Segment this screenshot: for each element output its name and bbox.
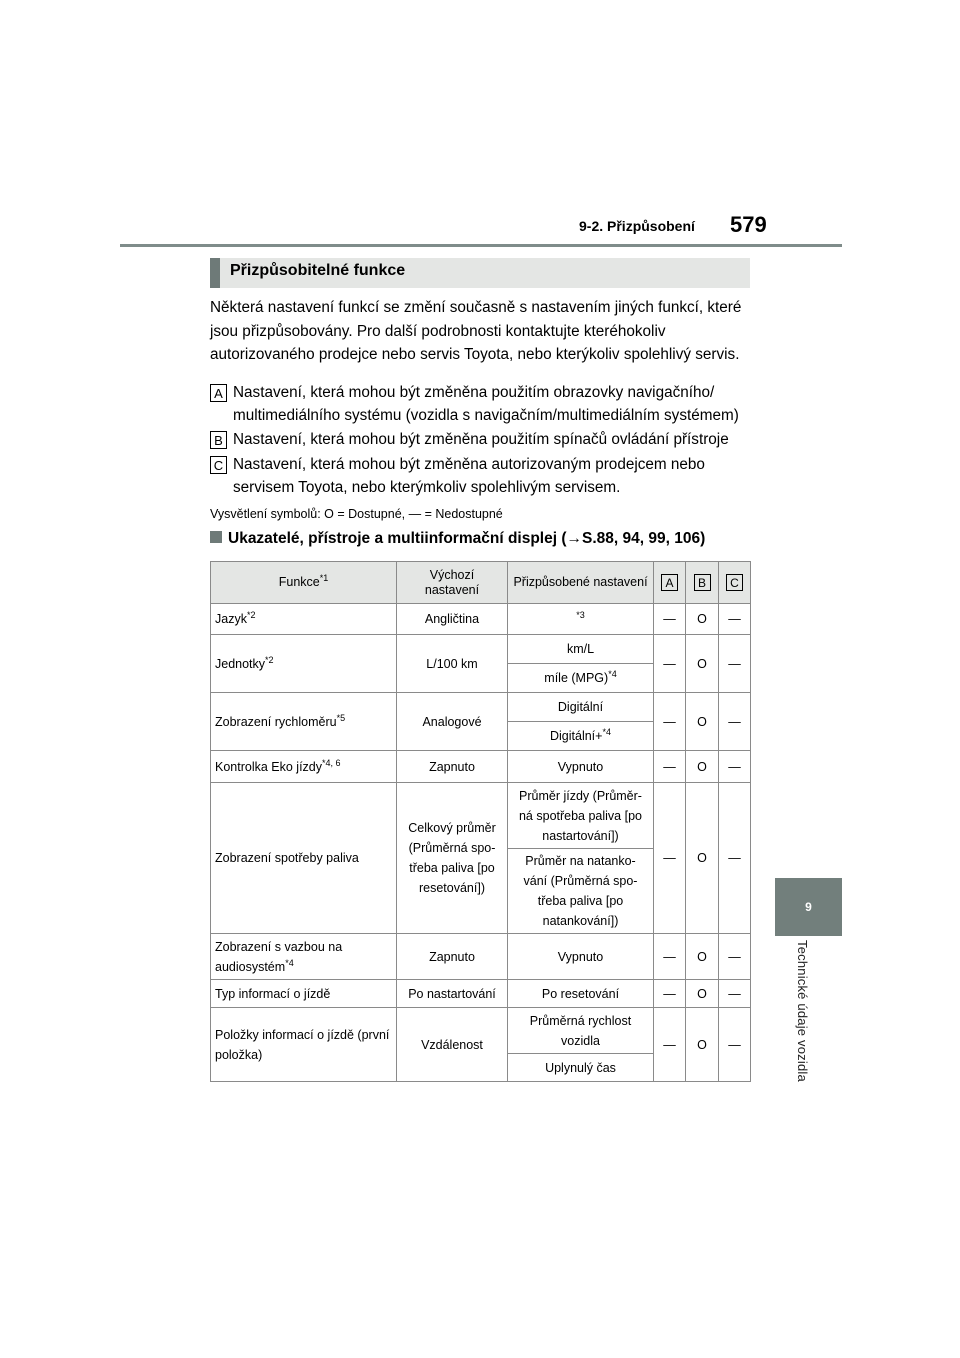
custom-cell: *3: [508, 604, 654, 635]
legend-text-a: Nastavení, která mohou být změněna použitím obrazovky navigačního/ multimediálního systému (vozidla s navigačním/multimediálním systémem): [233, 384, 739, 424]
c-cell: —: [719, 934, 751, 980]
custom-cell: Digitální: [508, 693, 654, 722]
col-a: A: [654, 562, 686, 604]
a-cell: —: [654, 635, 686, 693]
default-cell: L/100 km: [397, 635, 508, 693]
c-cell: —: [719, 693, 751, 751]
custom-cell: Vypnuto: [508, 934, 654, 980]
a-cell: —: [654, 980, 686, 1008]
col-custom: Přizpůsobené nastavení: [508, 562, 654, 604]
a-cell: —: [654, 751, 686, 783]
b-cell: O: [686, 934, 719, 980]
chapter-tab-label: Technické údaje vozidla: [795, 940, 810, 1082]
c-cell: —: [719, 980, 751, 1008]
table-row: [211, 751, 751, 783]
func-cell: Typ informací o jízdě: [211, 980, 397, 1008]
table-row: [211, 934, 751, 980]
custom-cell: Uplynulý čas: [508, 1054, 654, 1082]
custom-cell: míle (MPG)$^{*4}$: [508, 664, 654, 693]
subheading-text: Ukazatelé, přístroje a multiinformační displej (→S.88, 94, 99, 106): [228, 530, 706, 547]
default-cell: Zapnuto: [397, 934, 508, 980]
custom-cell: Průměrná rychlost vozidla: [508, 1008, 654, 1054]
func-cell: Zobrazení spotřeby paliva: [211, 783, 397, 934]
table-header-row: [211, 562, 751, 604]
chapter-tab[interactable]: 9: [775, 878, 842, 936]
section-heading: [210, 258, 750, 288]
col-function: Funkce$^{*1}$: [211, 562, 397, 604]
custom-cell: Po resetování: [508, 980, 654, 1008]
header-divider: [120, 244, 842, 247]
default-cell: Vzdálenost: [397, 1008, 508, 1082]
b-cell: O: [686, 751, 719, 783]
func-cell: Jazyk$^{*2}$: [211, 604, 397, 635]
legend-key-b: B: [210, 431, 227, 449]
intro-paragraph: Některá nastavení funkcí se změní současně s nastavením jiných funkcí, které jsou přizpůsobovány. Pro další podrobnosti kontaktujte kteréhokoliv autorizovaného prodejce nebo servis Toyota, nebo kterýkoliv spolehlivý servis.: [210, 299, 742, 363]
b-cell: O: [686, 604, 719, 635]
a-cell: —: [654, 604, 686, 635]
c-cell: —: [719, 1008, 751, 1082]
table-row: [211, 980, 751, 1008]
c-cell: —: [719, 604, 751, 635]
legend-text-c: Nastavení, která mohou být změněna autorizovaným prodejcem nebo servisem Toyota, nebo kterýmkoliv spolehlivým servisem.: [233, 456, 705, 496]
legend-text-b: Nastavení, která mohou být změněna použitím spínačů ovládání přístroje: [233, 431, 729, 448]
func-cell: Zobrazení rychloměru$^{*5}$: [211, 693, 397, 751]
func-cell: Jednotky$^{*2}$: [211, 635, 397, 693]
a-cell: —: [654, 693, 686, 751]
chapter-title: 9-2. Přizpůsobení: [579, 218, 695, 234]
custom-cell: Průměr na natanko- vání (Průměrná spo- třeba paliva [po natankování]): [508, 849, 654, 934]
b-cell: O: [686, 980, 719, 1008]
table-row: [211, 1008, 751, 1054]
func-cell: Kontrolka Eko jízdy$^{*4, 6}$: [211, 751, 397, 783]
func-cell: Zobrazení s vazbou na audiosystém$^{*4}$: [211, 934, 397, 980]
b-cell: O: [686, 693, 719, 751]
table-row: [211, 693, 751, 722]
b-cell: O: [686, 783, 719, 934]
default-cell: Zapnuto: [397, 751, 508, 783]
custom-cell: km/L: [508, 635, 654, 664]
legend-key-a: A: [210, 384, 227, 402]
legend-key-c: C: [210, 456, 227, 474]
square-bullet-icon: [210, 531, 222, 543]
default-cell: Po nastartování: [397, 980, 508, 1008]
table-row: [211, 783, 751, 849]
a-cell: —: [654, 934, 686, 980]
func-cell: Položky informací o jízdě (první položka): [211, 1008, 397, 1082]
table-row: [211, 604, 751, 635]
table-row: [211, 635, 751, 664]
col-b: B: [686, 562, 719, 604]
default-cell: Analogové: [397, 693, 508, 751]
custom-cell: Průměr jízdy (Průměr- ná spotřeba paliva [po nastartování]): [508, 783, 654, 849]
a-cell: —: [654, 783, 686, 934]
default-cell: Celkový průměr (Průměrná spo- třeba paliva [po resetování]): [397, 783, 508, 934]
custom-cell: Digitální+$^{*4}$: [508, 722, 654, 751]
c-cell: —: [719, 783, 751, 934]
functions-table: [210, 561, 751, 1082]
symbols-note: Vysvětlení symbolů: O = Dostupné, — = Nedostupné: [210, 507, 503, 521]
default-cell: Angličtina: [397, 604, 508, 635]
col-c: C: [719, 562, 751, 604]
section-title: Přizpůsobitelné funkce: [230, 262, 406, 279]
subheading: [210, 530, 705, 548]
custom-cell: Vypnuto: [508, 751, 654, 783]
c-cell: —: [719, 751, 751, 783]
c-cell: —: [719, 635, 751, 693]
page-number: 579: [730, 212, 767, 237]
col-default: Výchozí nastavení: [397, 562, 508, 604]
b-cell: O: [686, 1008, 719, 1082]
b-cell: O: [686, 635, 719, 693]
a-cell: —: [654, 1008, 686, 1082]
